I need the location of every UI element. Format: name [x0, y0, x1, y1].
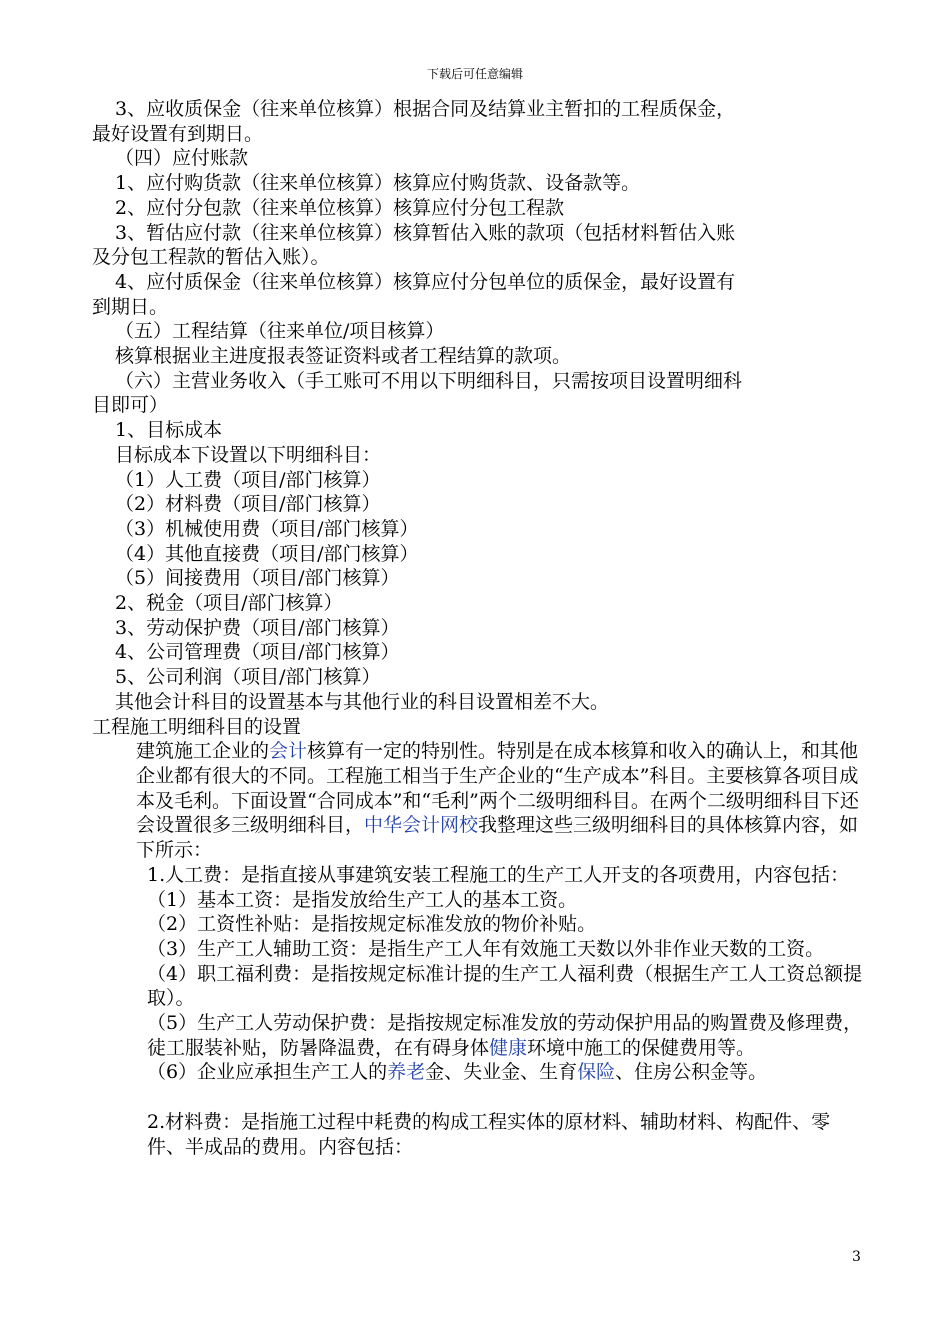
- text-line: 3、劳动保护费（项目/部门核算）: [115, 616, 400, 639]
- link-chinaacc[interactable]: 中华会计网校: [364, 814, 479, 837]
- text-line: 3、暂估应付款（往来单位核算）核算暂估入账的款项（包括材料暂估入账: [115, 221, 736, 244]
- text-span: 金、失业金、生育: [425, 1061, 578, 1084]
- text-line: 到期日。: [92, 295, 169, 318]
- section-title: 工程施工明细科目的设置: [92, 715, 302, 738]
- link-pension[interactable]: 养老: [387, 1061, 426, 1084]
- text-line: 4、公司管理费（项目/部门核算）: [115, 641, 400, 664]
- text-line: 1、目标成本: [115, 419, 223, 442]
- link-health[interactable]: 健康: [489, 1036, 528, 1059]
- text-line: 最好设置有到期日。: [92, 122, 264, 145]
- section-heading: （六）主营业务收入（手工账可不用以下明细科目，只需按项目设置明细科: [115, 369, 743, 392]
- list-item: （4）其他直接费（项目/部门核算）: [115, 542, 419, 565]
- sub-item: （1）基本工资：是指发放给生产工人的基本工资。: [147, 888, 578, 911]
- text-span: 建筑施工企业的: [136, 740, 270, 763]
- intro-paragraph: [92, 739, 864, 863]
- list-item: （2）材料费（项目/部门核算）: [115, 493, 381, 516]
- text-line: 2、应付分包款（往来单位核算）核算应付分包工程款: [115, 196, 565, 219]
- text-line: 核算根据业主进度报表签证资料或者工程结算的款项。: [115, 345, 572, 368]
- item-material-cost: 2.材料费：是指施工过程中耗费的构成工程实体的原材料、辅助材料、构配件、零件、半成品的费用。内容包括：: [147, 1110, 831, 1158]
- text-line: 目即可）: [92, 394, 169, 417]
- text-span: 我整理这些三级明细科目的具体核算内容，如下所示：: [136, 814, 859, 862]
- text-span: （5）生产工人劳动保护费：是指按规定标准发放的劳动保护用品的购置费及修理费，徒工服装补贴，防暑降温费，在有碍身体: [147, 1012, 863, 1059]
- text-line: 及分包工程款的暂估入账）。: [92, 246, 330, 269]
- list-item: （1）人工费（项目/部门核算）: [115, 468, 381, 491]
- text-span: 、住房公积金等。: [615, 1061, 768, 1084]
- section-heading: （五）工程结算（往来单位/项目核算）: [115, 320, 445, 343]
- text-line: 目标成本下设置以下明细科目：: [115, 443, 382, 466]
- text-span: （6）企业应承担生产工人的: [147, 1061, 388, 1084]
- text-line: 3、应收质保金（往来单位核算）根据合同及结算业主暂扣的工程质保金，: [115, 98, 736, 120]
- list-item: （3）机械使用费（项目/部门核算）: [115, 517, 419, 540]
- item-labor-cost: 1.人工费：是指直接从事建筑安装工程施工的生产工人开支的各项费用，内容包括：: [147, 863, 850, 886]
- text-line: 其他会计科目的设置基本与其他行业的科目设置相差不大。: [115, 690, 610, 713]
- text-span: 核算有一定的特别性。特别是在成本核算和收入的确认上，和其他企业都有很大的不同。工程施工相当于生产企业的“生产成本”科目。主要核算各项目成本及毛利。下面设置“合同成本”和“毛利”两个二级明细科目。在两个二级明细科目下还会设置很多三级明细科目，: [136, 740, 859, 837]
- text-line: 2、税金（项目/部门核算）: [115, 592, 343, 615]
- text-line: 1、应付购货款（往来单位核算）核算应付购货款、设备款等。: [115, 172, 641, 195]
- text-span: 环境中施工的保健费用等。: [527, 1036, 756, 1059]
- link-insurance[interactable]: 保险: [577, 1061, 616, 1084]
- section-heading: （四）应付账款: [115, 147, 249, 170]
- page-header: 下载后可任意编辑: [426, 67, 523, 81]
- page-number: 3: [852, 1249, 861, 1265]
- blank-line: [92, 1085, 864, 1110]
- document-body: [92, 97, 864, 1159]
- text-line: 5、公司利润（项目/部门核算）: [115, 666, 381, 689]
- sub-item: [92, 1060, 864, 1085]
- sub-item: （2）工资性补贴：是指按规定标准发放的物价补贴。: [147, 913, 597, 936]
- sub-item: （3）生产工人辅助工资：是指生产工人年有效施工天数以外非作业天数的工资。: [147, 937, 825, 960]
- sub-item: [92, 1011, 864, 1060]
- link-accounting[interactable]: 会计: [269, 740, 308, 763]
- sub-item: （4）职工福利费：是指按规定标准计提的生产工人福利费（根据生产工人工资总额提取）。: [147, 962, 863, 1010]
- text-line: 4、应付质保金（往来单位核算）核算应付分包单位的质保金，最好设置有: [115, 270, 736, 293]
- list-item: （5）间接费用（项目/部门核算）: [115, 567, 400, 590]
